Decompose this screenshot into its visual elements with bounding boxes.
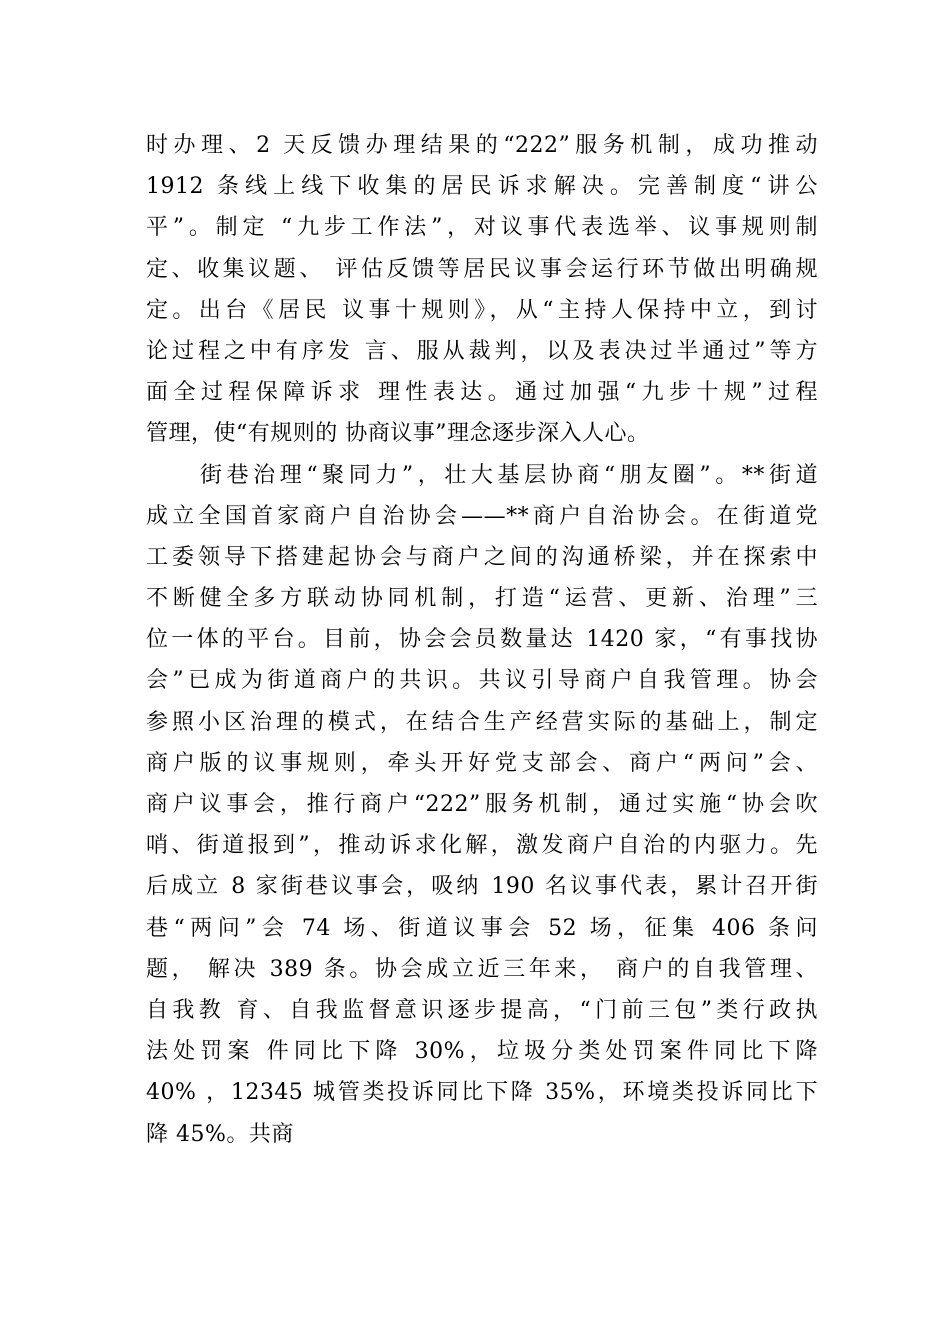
text-line: 定。出台《居民 议事十规则》，从“主持人保持中立，到讨 [146,297,818,323]
text-line: 巷“两问”会 74 场、街道议事会 52 场，征集 406 条问 [146,915,818,941]
text-line: 法处罚案 件同比下降 30%，垃圾分类处罚案件同比下降 [146,1039,818,1065]
text-line: 街巷治理“聚同力”，壮大基层协商“朋友圈”。**街道 [200,462,818,488]
text-line: 40% ，12345 城管类投诉同比下降 35%，环境类投诉同比下 [146,1080,818,1106]
text-line: 工委领导下搭建起协会与商户之间的沟通桥梁，并在探索中 [146,544,818,570]
body-text [146,125,818,1155]
text-line: 位一体的平台。目前，协会会员数量达 1420 家，“有事找协 [146,627,818,653]
text-line: 时办理、2 天反馈办理结果的“222”服务机制，成功推动 [146,133,818,158]
text-line: 后成立 8 家街巷议事会，吸纳 190 名议事代表，累计召开街 [146,874,818,900]
text-line: 成立全国首家商户自治协会——**商户自治协会。在街道党 [146,503,818,529]
text-line: 1912 条线上线下收集的居民诉求解决。完善制度“讲公 [146,174,818,200]
text-line: 面全过程保障诉求 理性表达。通过加强“九步十规”过程 [146,380,818,406]
text-line: 哨、街道报到”，推动诉求化解，激发商户自治的内驱力。先 [146,833,818,859]
text-line: 自我教 育、自我监督意识逐步提高，“门前三包”类行政执 [146,997,818,1023]
text-line: 不断健全多方联动协同机制，打造“运营、更新、治理”三 [146,586,818,612]
text-line: 商户版的议事规则，牵头开好党支部会、商户“两问”会、 [146,750,818,776]
text-line: 管理，使“有规则的 协商议事”理念逐步深入人心。 [146,421,650,447]
text-line: 参照小区治理的模式，在结合生产经营实际的基础上，制定 [146,709,818,735]
text-line: 题， 解决 389 条。协会成立近三年来， 商户的自我管理、 [146,956,818,982]
text-line: 会”已成为街道商户的共识。共议引导商户自我管理。协会 [146,668,818,694]
text-line: 降 45%。共商 [146,1121,294,1147]
text-line: 论过程之中有序发 言、服从裁判，以及表决过半通过”等方 [146,338,818,364]
paragraph-1 [146,125,818,455]
paragraph-2 [146,455,818,1155]
text-line: 商户议事会，推行商户“222”服务机制，通过实施“协会吹 [146,792,818,817]
text-line: 平”。制定 “九步工作法”，对议事代表选举、议事规则制 [146,215,818,241]
text-line: 定、收集议题、 评估反馈等居民议事会运行环节做出明确规 [146,256,818,282]
